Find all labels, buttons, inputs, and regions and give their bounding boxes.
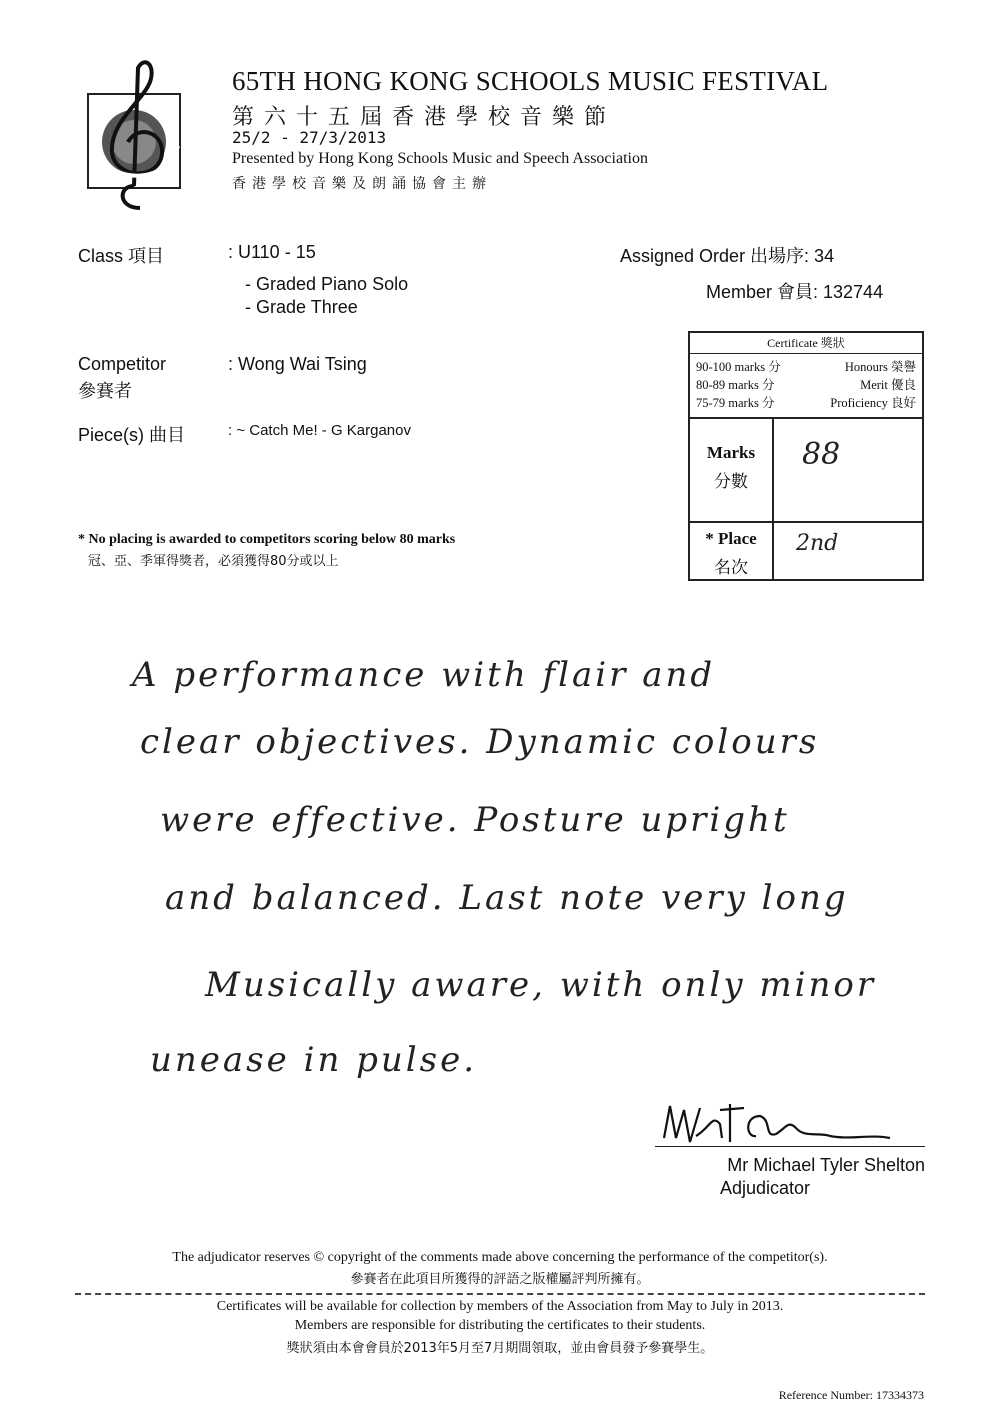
- competitor-label: Competitor: [78, 354, 167, 374]
- certificate-title: Certificate 獎狀: [690, 333, 922, 354]
- presenter-line: Presented by Hong Kong Schools Music and Speech Association: [232, 150, 648, 167]
- signature-line: [655, 1146, 925, 1147]
- comment-line: A performance with flair and: [132, 655, 716, 695]
- divider: [75, 1293, 925, 1295]
- place-label: * Place: [705, 529, 757, 548]
- class-label: Class 項目: [78, 246, 165, 266]
- comment-line: clear objectives. Dynamic colours: [140, 722, 820, 762]
- certificate-row: [696, 357, 916, 375]
- place-label-chinese: 名次: [714, 558, 748, 578]
- certificate-row: [696, 393, 916, 411]
- pieces-value: : ~ Catch Me! - G Karganov: [228, 422, 411, 439]
- class-description: - Graded Piano Solo: [245, 274, 409, 294]
- marks-range: 80-89 marks 分: [696, 378, 775, 392]
- festival-dates: 25/2 - 27/3/2013: [232, 128, 387, 147]
- marks-label-chinese: 分數: [714, 472, 748, 492]
- award-name: Proficiency 良好: [830, 396, 916, 410]
- adjudicator-role: Adjudicator: [719, 1178, 811, 1198]
- assigned-order: Assigned Order 出場序: 34: [620, 246, 835, 266]
- festival-title: 65TH HONG KONG SCHOOLS MUSIC FESTIVAL: [232, 66, 829, 96]
- certificate-distribution-notice: Members are responsible for distributing the certificates to their students.: [294, 1318, 706, 1333]
- presenter-line-chinese: 香港學校音樂及朗誦協會主辦: [232, 176, 492, 192]
- comment-line: were effective. Posture upright: [160, 800, 790, 840]
- marks-range: 75-79 marks 分: [696, 396, 775, 410]
- place-value: 2nd: [796, 531, 839, 556]
- certificate-box: [688, 331, 924, 581]
- comment-line: unease in pulse.: [150, 1040, 478, 1080]
- member-number: Member 會員: 132744: [706, 282, 884, 302]
- treble-clef-logo-icon: [78, 58, 218, 218]
- divider: [772, 417, 774, 579]
- marks-range: 90-100 marks 分: [696, 360, 781, 374]
- festival-title-chinese: 第六十五屆香港學校音樂節: [232, 105, 617, 130]
- comment-line: and balanced. Last note very long: [165, 878, 849, 918]
- class-grade: - Grade Three: [245, 297, 358, 317]
- certificate-notice-chinese: 獎狀須由本會會員於2013年5月至7月期間領取，並由會員發予參賽學生。: [286, 1341, 714, 1356]
- comment-line: Musically aware, with only minor: [205, 965, 877, 1005]
- certificate-collection-notice: Certificates will be available for collection by members of the Association from May to July in 2013.: [216, 1299, 784, 1314]
- divider: [690, 417, 922, 419]
- marks-label: Marks: [706, 443, 756, 462]
- competitor-name: : Wong Wai Tsing: [228, 354, 367, 374]
- copyright-notice-chinese: 參賽者在此項目所獲得的評語之版權屬評判所擁有。: [350, 1272, 650, 1287]
- copyright-notice: The adjudicator reserves © copyright of the comments made above concerning the performance of the competitor(s).: [172, 1250, 828, 1265]
- class-value: : U110 - 15: [228, 242, 316, 262]
- adjudicator-name: Mr Michael Tyler Shelton: [727, 1155, 925, 1175]
- pieces-label: Piece(s) 曲目: [78, 425, 186, 445]
- placing-notice-chinese: 冠、亞、季軍得獎者，必須獲得80分或以上: [88, 554, 339, 569]
- adjudicator-signature: [660, 1098, 920, 1150]
- award-name: Merit 優良: [860, 378, 916, 392]
- reference-number: Reference Number: 17334373: [778, 1388, 924, 1402]
- award-name: Honours 榮譽: [844, 360, 916, 374]
- divider: [690, 521, 922, 523]
- placing-notice: * No placing is awarded to competitors scoring below 80 marks: [78, 532, 456, 547]
- competitor-label-chinese: 參賽者: [78, 381, 132, 401]
- certificate-row: [696, 375, 916, 393]
- marks-value: 88: [802, 437, 841, 472]
